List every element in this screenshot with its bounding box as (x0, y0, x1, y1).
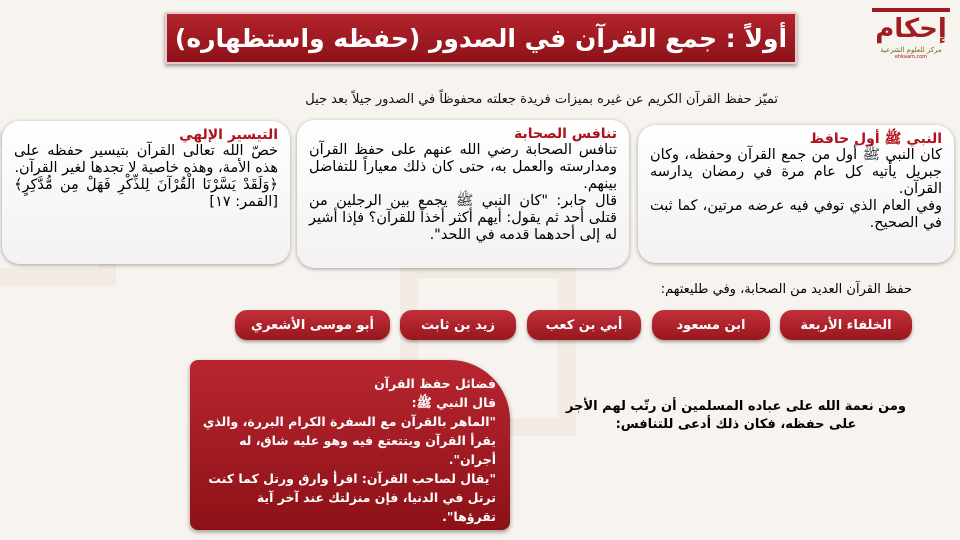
virtues-text: "يقال لصاحب القرآن: اقرأ وارق ورتل كما كنت ترتل في الدنيا، فإن منزلتك عند آخر آية تقرؤها". (208, 471, 496, 524)
companion-pill (235, 310, 390, 340)
virtues-text: "الماهر بالقرآن مع السفرة الكرام البررة، والذي يقرأ القرآن ويتتعتع فيه وهو عليه شاق، له أجران". (202, 414, 496, 467)
pill-label: ابن مسعود (676, 317, 746, 333)
virtues-text: قال النبي ﷺ: (411, 395, 496, 410)
logo-mark: إحكام (872, 8, 950, 46)
pill-label: الخلفاء الأربعة (800, 317, 892, 333)
pill-label: زيد بن ثابت (421, 317, 495, 333)
virtues-title: فضائل حفظ القرآن (374, 376, 496, 391)
pill-label: أبي بن كعب (545, 317, 623, 333)
pill-label: أبو موسى الأشعري (251, 317, 374, 333)
logo-subtitle: مركز للعلوم الشرعية (880, 46, 942, 54)
card-text: كان النبي ﷺ أول من جمع القرآن وحفظه، وكان جبريل يأتيه كل عام مرة في رمضان يدارسه القرآن. (650, 147, 942, 197)
card-prophet-first-memorizer (638, 125, 954, 263)
card-text: قال جابر: "كان النبي ﷺ يجمع بين الرجلين من قتلى أحد ثم يقول: أيهم أكثر أخذاً للقرآن؟ فإذا أشير له إلى أحدهما قدمه في اللحد". (309, 193, 617, 243)
card-divine-ease (2, 121, 290, 264)
page-title-text: أولاً : جمع القرآن في الصدور (حفظه واستظهاره) (174, 23, 788, 53)
blessing-text: ومن نعمة الله على عباده المسلمين أن رتّب لهم الأجر على حفظه، فكان ذلك أدعى للتنافس: (566, 399, 906, 432)
companion-pill (400, 310, 516, 340)
card-text: خصّ الله تعالى القرآن بتيسير حفظه على هذه الأمة، وهذه خاصية لا تجدها لغير القرآن. (14, 143, 278, 176)
companion-pill (527, 310, 641, 340)
companion-pill (780, 310, 912, 340)
logo (872, 8, 950, 64)
card-title: تنافس الصحابة (513, 126, 617, 142)
page-title (165, 12, 797, 64)
card-text: وفي العام الذي توفي فيه عرضه مرتين، كما ثبت في الصحيح. (650, 198, 942, 231)
intro-text: تميّز حفظ القرآن الكريم عن غيره بميزات فريدة جعلته محفوظاً في الصدور جيلاً بعد جيل (305, 92, 778, 107)
card-title: النبي ﷺ أول حافظ (809, 131, 942, 147)
card-text: ﴿وَلَقَدْ يَسَّرْنَا الْقُرْآنَ لِلذِّكْرِ فَهَلْ مِن مُّدَّكِرٍ﴾ [القمر: ١٧] (14, 177, 278, 210)
card-companions-competition (297, 120, 629, 268)
card-title: التيسير الإلهي (179, 127, 278, 143)
companion-pill (652, 310, 770, 340)
virtues-box (190, 360, 510, 530)
logo-tagline: ehkaam.com (894, 54, 928, 60)
companions-lead: حفظ القرآن العديد من الصحابة، وفي طليعتهم: (660, 282, 912, 297)
card-text: تنافس الصحابة رضي الله عنهم على حفظ القرآن ومدارسته والعمل به، حتى كان ذلك معياراً للتفاضل بينهم. (309, 142, 617, 192)
